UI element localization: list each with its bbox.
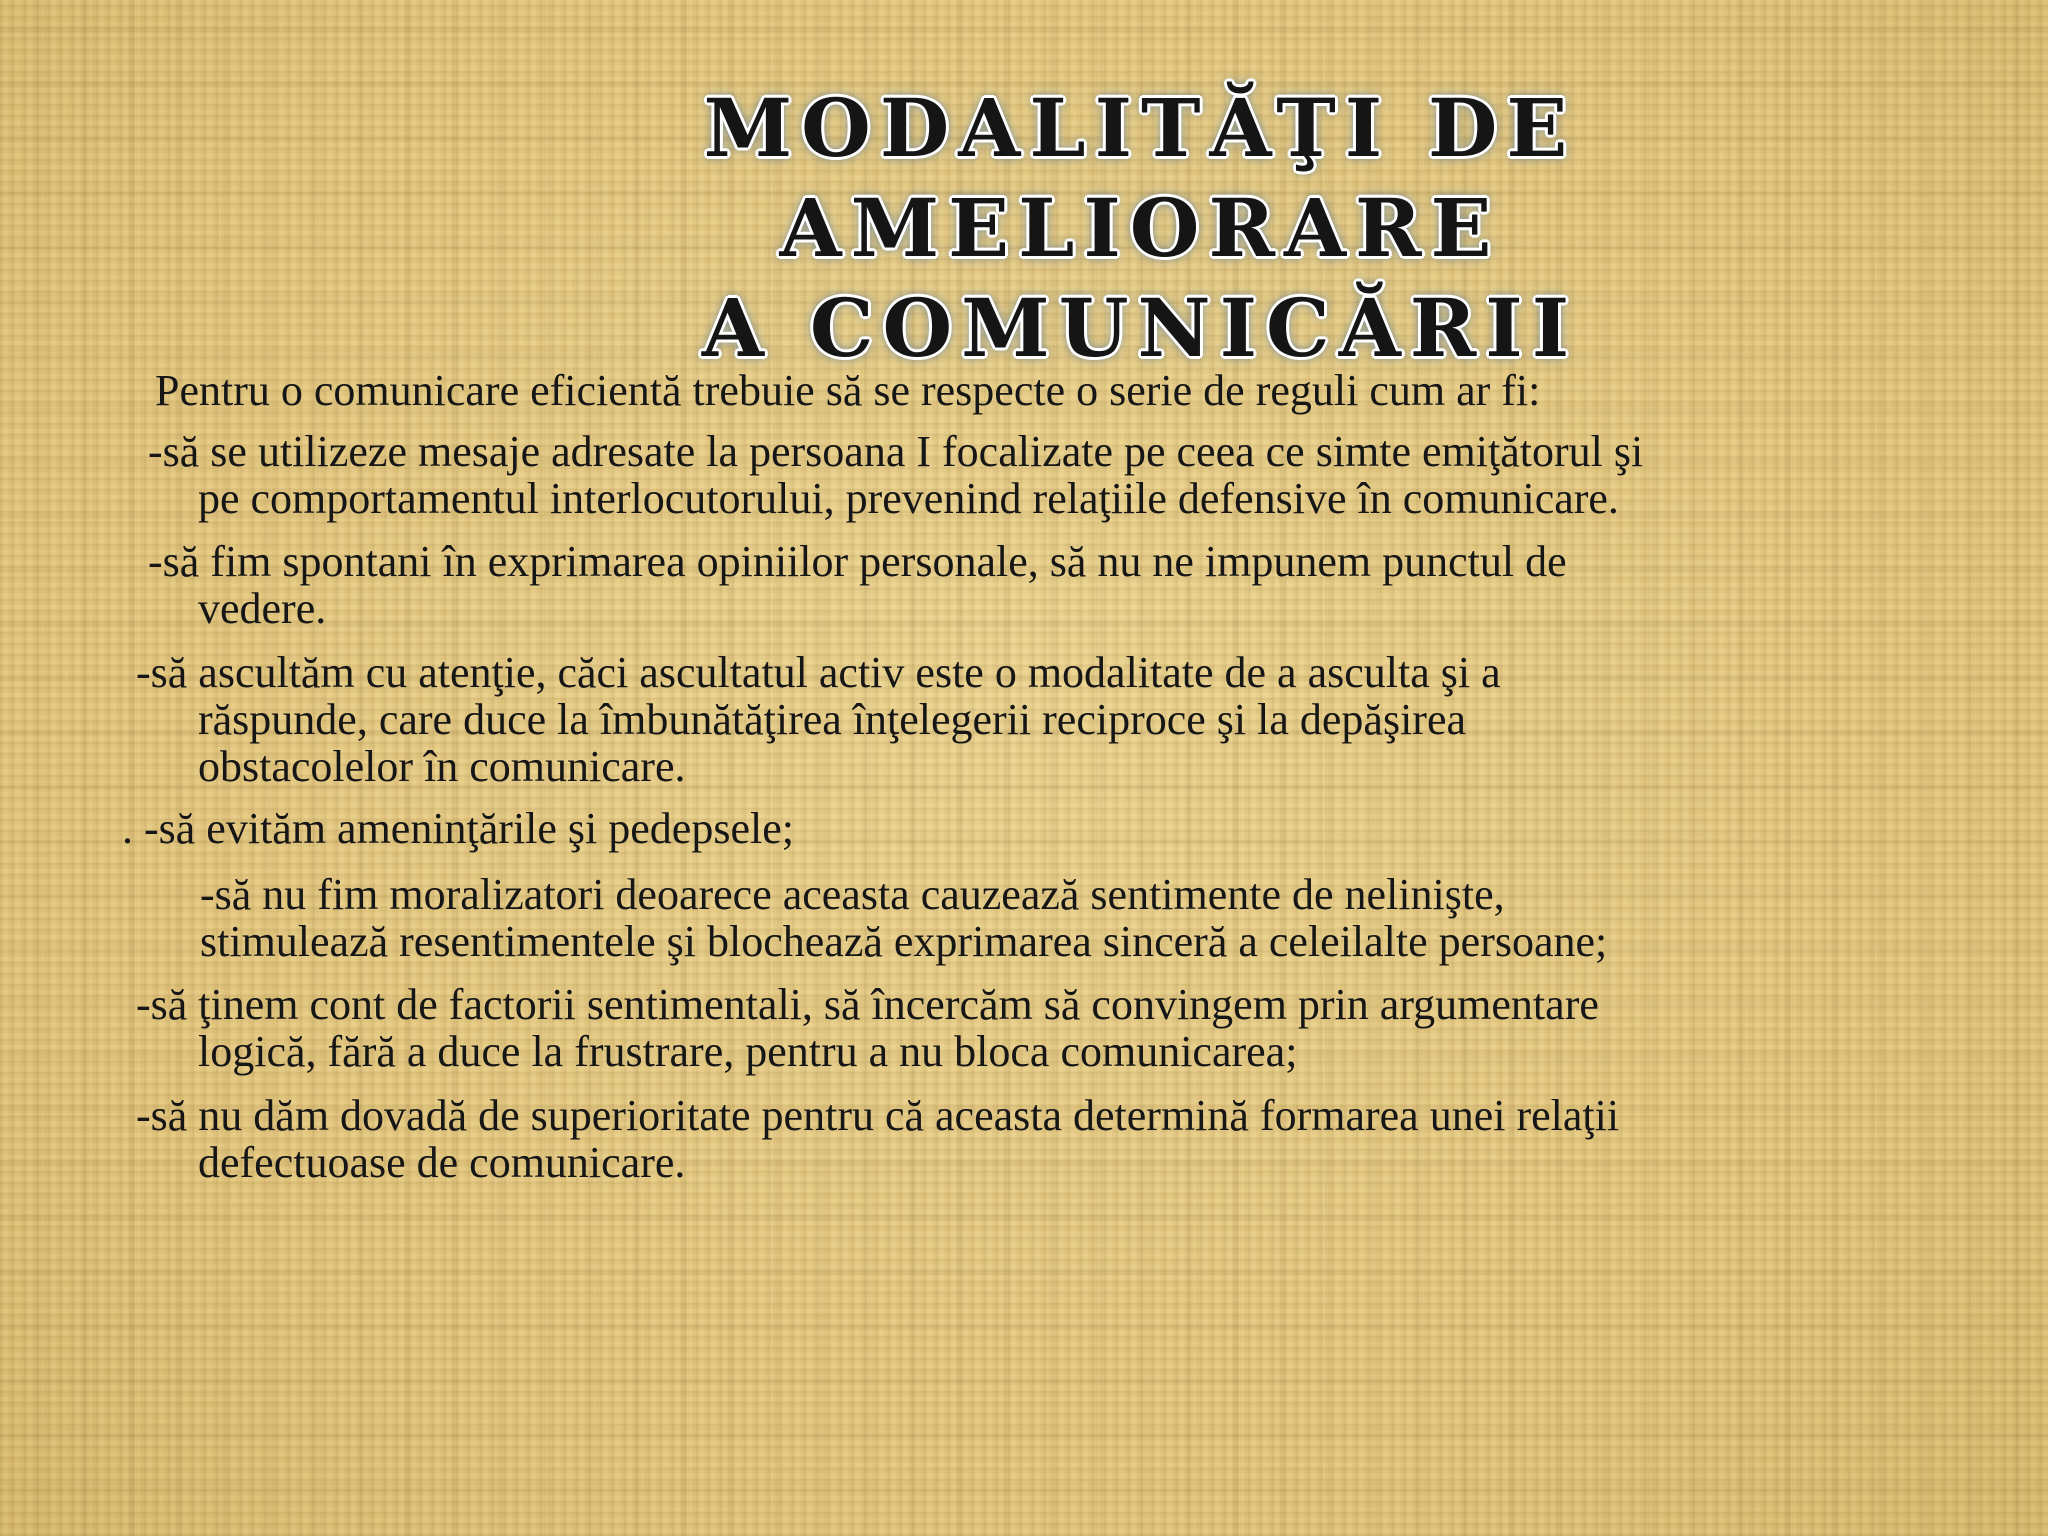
rule-text: defectuoase de comunicare. xyxy=(198,1138,686,1187)
rule-item xyxy=(136,981,1599,1075)
rule-item xyxy=(148,538,1567,632)
rule-text: pe comportamentul interlocutorului, prevenind relaţiile defensive în comunicare. xyxy=(198,474,1619,523)
rule-text: -să nu fim moralizatori deoarece aceasta cauzează sentimente de nelinişte, xyxy=(200,870,1505,919)
rule-item xyxy=(122,805,794,852)
intro-paragraph: Pentru o comunicare eficientă trebuie să se respecte o serie de reguli cum ar fi: xyxy=(155,366,1541,415)
rule-text: -să se utilizeze mesaje adresate la persoana I focalizate pe ceea ce simte emiţătorul şi xyxy=(148,427,1644,476)
rule-text: logică, fără a duce la frustrare, pentru a nu bloca comunicarea; xyxy=(198,1027,1298,1076)
rule-text: vedere. xyxy=(198,584,327,633)
slide-title-line-1: MODALITĂŢI DE AMELIORARE xyxy=(703,81,1577,275)
rule-text: răspunde, care duce la îmbunătăţirea înţelegerii reciproce şi la depăşirea xyxy=(198,695,1467,744)
rule-text: -să fim spontani în exprimarea opiniilor personale, să nu ne impunem punctul de xyxy=(148,537,1567,586)
rule-text: . -să evităm ameninţările şi pedepsele; xyxy=(122,804,794,853)
rule-text: -să ascultăm cu atenţie, căci ascultatul activ este o modalitate de a asculta şi a xyxy=(136,648,1501,697)
rule-text: obstacolelor în comunicare. xyxy=(198,742,686,791)
rule-text: -să ţinem cont de factorii sentimentali, să încercăm să convingem prin argumentare xyxy=(136,980,1599,1029)
rule-text: stimulează resentimentele şi blochează exprimarea sinceră a celeilalte persoane; xyxy=(200,917,1608,966)
rule-item xyxy=(136,649,1501,790)
rule-text: -să nu dăm dovadă de superioritate pentru că aceasta determină formarea unei relaţii xyxy=(136,1091,1620,1140)
rule-item xyxy=(148,428,1643,522)
slide-title xyxy=(330,78,1950,378)
slide-title-line-2: A COMUNICĂRII xyxy=(701,281,1579,375)
rule-item xyxy=(136,1092,1619,1186)
rule-item xyxy=(200,871,1607,965)
